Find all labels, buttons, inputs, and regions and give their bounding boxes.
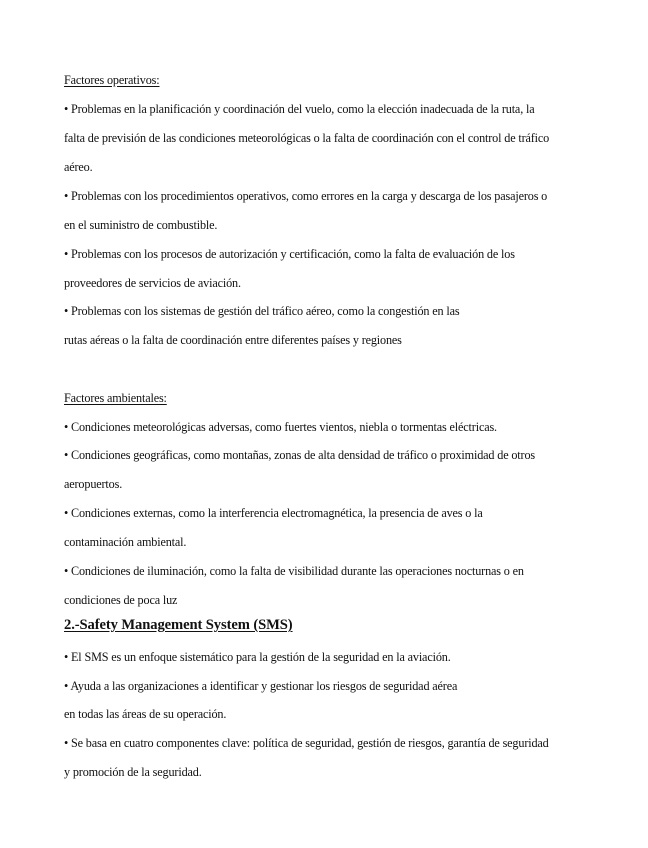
text-line: rutas aéreas o la falta de coordinación entre diferentes países y regiones — [64, 333, 402, 347]
text-line: y promoción de la seguridad. — [64, 765, 202, 779]
text-line: • El SMS es un enfoque sistemático para la gestión de la seguridad en la aviación. — [64, 650, 451, 664]
text-line: • Problemas con los sistemas de gestión del tráfico aéreo, como la congestión en las — [64, 304, 460, 318]
text-line: aeropuertos. — [64, 477, 123, 491]
text-line: contaminación ambiental. — [64, 535, 187, 549]
section-heading-sms: 2.-Safety Management System (SMS) — [64, 617, 293, 633]
text-line: • Se basa en cuatro componentes clave: política de seguridad, gestión de riesgos, garantía de seguridad — [64, 736, 549, 750]
section-heading-operativos: Factores operativos: — [64, 73, 160, 87]
text-line: • Condiciones geográficas, como montañas, zonas de alta densidad de tráfico o proximidad de otros — [64, 448, 535, 462]
text-line: • Problemas con los procedimientos operativos, como errores en la carga y descarga de los pasajeros o — [64, 189, 548, 203]
text-line: • Condiciones de iluminación, como la falta de visibilidad durante las operaciones nocturnas o en — [64, 564, 524, 578]
text-line: • Ayuda a las organizaciones a identificar y gestionar los riesgos de seguridad aérea — [64, 679, 458, 693]
section-heading-ambientales: Factores ambientales: — [64, 391, 167, 405]
text-line: • Problemas en la planificación y coordinación del vuelo, como la elección inadecuada de la ruta, la — [64, 102, 535, 116]
text-line: aéreo. — [64, 160, 93, 174]
text-line: en todas las áreas de su operación. — [64, 707, 227, 721]
text-line: • Condiciones externas, como la interferencia electromagnética, la presencia de aves o la — [64, 506, 483, 520]
text-line: condiciones de poca luz — [64, 593, 178, 607]
text-line: • Problemas con los procesos de autorización y certificación, como la falta de evaluación de los — [64, 247, 515, 261]
text-line: • Condiciones meteorológicas adversas, como fuertes vientos, niebla o tormentas eléctricas. — [64, 420, 497, 434]
text-line: proveedores de servicios de aviación. — [64, 276, 241, 290]
text-line: en el suministro de combustible. — [64, 218, 218, 232]
text-line: falta de previsión de las condiciones meteorológicas o la falta de coordinación con el control de tráfico — [64, 131, 550, 145]
